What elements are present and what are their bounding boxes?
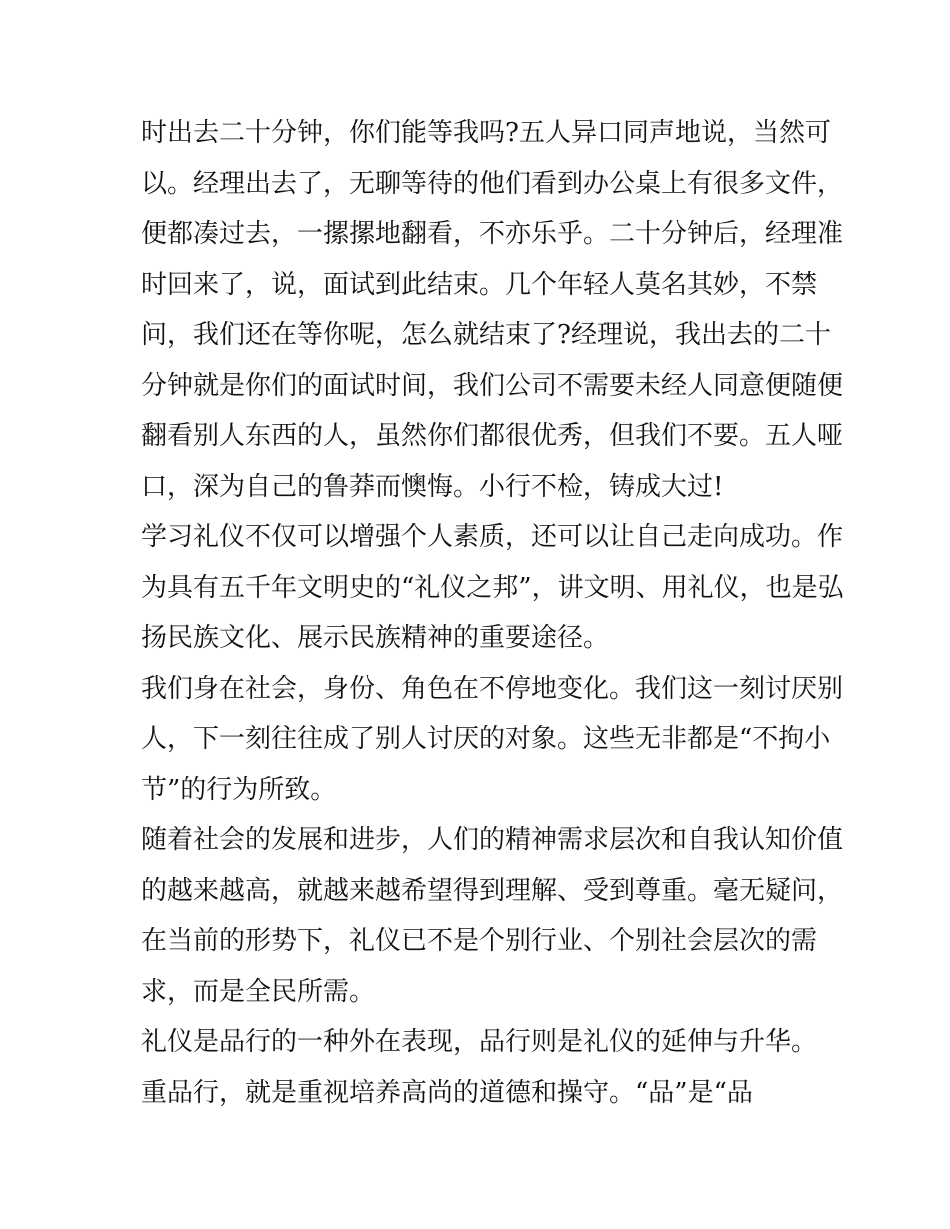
- text-line: 翻看别人东西的人，虽然你们都很优秀，但我们不要。五人哑: [141, 421, 844, 451]
- text-line: 学习礼仪不仅可以增强个人素质，还可以让自己走向成功。作: [141, 522, 844, 552]
- text-line: 人，下一刻往往成了别人讨厌的对象。这些无非都是“不拘小: [141, 724, 831, 754]
- text-line: 分钟就是你们的面试时间，我们公司不需要未经人同意便随便: [141, 370, 844, 401]
- text-line: 扬民族文化、展示民族精神的重要途径。: [141, 623, 610, 653]
- text-line: 随着社会的发展和进步，人们的精神需求层次和自我认知价值: [141, 825, 844, 855]
- text-line: 我们身在社会，身份、角色在不停地变化。我们这一刻讨厌别: [141, 673, 844, 704]
- text-line: 为具有五千年文明史的“礼仪之邦”，讲文明、用礼仪，也是弘: [141, 572, 844, 603]
- text-line: 时回来了，说，面试到此结束。几个年轻人莫名其妙，不禁: [141, 269, 818, 300]
- text-line: 礼仪是品行的一种外在表现，品行则是礼仪的延伸与升华。: [141, 1027, 818, 1057]
- text-line: 求，而是全民所需。: [141, 976, 376, 1007]
- text-line: 便都凑过去，一摞摞地翻看，不亦乐乎。二十分钟后，经理准: [141, 219, 844, 249]
- text-line: 问，我们还在等你呢，怎么就结束了?经理说，我出去的二十: [141, 320, 831, 350]
- text-line: 以。经理出去了，无聊等待的他们看到办公桌上有很多文件，: [141, 168, 844, 199]
- text-line: 口，深为自己的鲁莽而懊悔。小行不检，铸成大过!: [141, 471, 724, 502]
- text-line: 时出去二十分钟，你们能等我吗?五人异口同声地说，当然可: [141, 118, 831, 148]
- text-line: 的越来越高，就越来越希望得到理解、受到尊重。毫无疑问，: [141, 875, 844, 906]
- text-line: 重品行，就是重视培养高尚的道德和操守。“品”是“品: [141, 1077, 753, 1108]
- text-line: 在当前的形势下，礼仪已不是个别行业、个别社会层次的需: [141, 926, 818, 956]
- document-body: [141, 108, 844, 1118]
- text-line: 节”的行为所致。: [141, 774, 337, 805]
